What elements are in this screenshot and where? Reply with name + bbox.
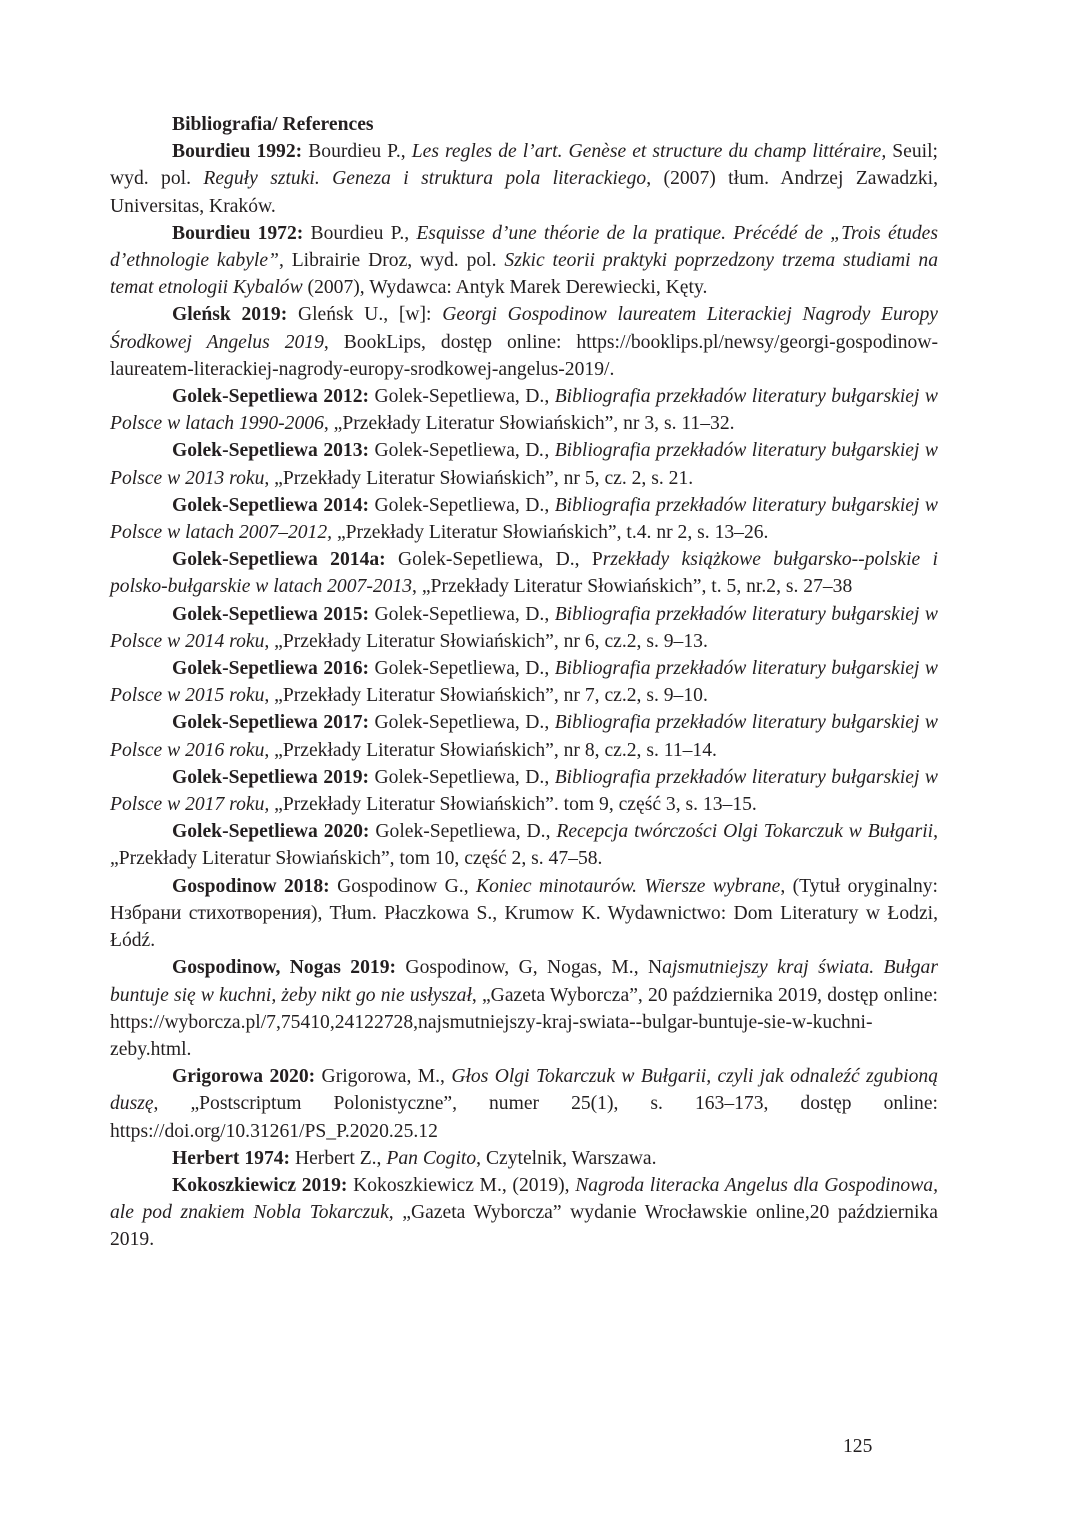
- entry-key: Golek-Sepetliewa 2015:: [172, 603, 370, 625]
- entry-title: Bibliografia przekładów literatury bułgarskiej w Polsce w 2014 roku: [110, 603, 938, 652]
- bibliography-entry: [110, 1172, 938, 1254]
- entry-key: Bourdieu 1972:: [172, 222, 304, 244]
- entry-text: , „Przekłady Literatur Słowiańskich”, nr 8, cz.2, s. 11–14.: [264, 739, 717, 761]
- entry-text: Golek-Sepetliewa, D., P: [385, 549, 603, 571]
- entry-key: Grigorowa 2020:: [172, 1066, 316, 1088]
- entry-text: Gleńsk U., [w]:: [287, 304, 443, 326]
- bibliography-entry: [110, 546, 938, 600]
- entry-key: Golek-Sepetliewa 2012:: [172, 386, 370, 408]
- entry-text: Golek-Sepetliewa, D.,: [369, 603, 555, 625]
- entry-text: Bourdieu P.,: [302, 141, 412, 163]
- entry-text: (2007), Wydawca: Antyk Marek Derewiecki, Kęty.: [302, 277, 708, 299]
- entry-key: Gospodinow 2018:: [172, 875, 330, 897]
- entry-text: „Przekłady Literatur Słowiańskich”, t.4. nr 2, s. 13–26.: [332, 522, 769, 544]
- entry-text: Grigorowa, M.,: [315, 1066, 452, 1088]
- entry-key: Herbert 1974:: [172, 1147, 291, 1169]
- bibliography-entry: [110, 301, 938, 383]
- entry-title: Esquisse d’une théorie de la pratique. Précédé de „Trois études d’ethnologie kabyle”: [110, 222, 939, 272]
- bibliography-entry: [110, 1145, 938, 1172]
- bibliography-entry: [110, 954, 938, 1063]
- entry-title: ., Bibliografia przekładów literatury bułgarskiej w Polsce w 2013 roku: [110, 440, 938, 489]
- entry-title: Bibliografia przekładów literatury bułgarskiej w Polsce w latach 1990-2006: [110, 386, 938, 435]
- entry-text: , „Przekłady Literatur Słowiańskich”, tom 10, część 2, s. 47–58.: [110, 821, 938, 870]
- entry-key: Golek-Sepetliewa 2014a:: [172, 549, 386, 571]
- bibliography-heading: Bibliografia/ References: [172, 114, 374, 135]
- entry-title: rzekłady książkowe bułgarsko--polskie i polsko-bułgarskie w latach 2007-2013: [110, 549, 938, 598]
- entry-key: Golek-Sepetliewa 2013:: [172, 440, 370, 462]
- entry-text: Kokoszkiewicz M., (2019),: [347, 1174, 576, 1196]
- bibliography-entry: [110, 601, 938, 655]
- entry-title: Recepcja twórczości Olgi Tokarczuk w Bułgarii: [556, 821, 934, 843]
- bibliography-section: [110, 111, 938, 1254]
- bibliography-entry: [110, 655, 938, 709]
- entry-title: Les regles de l’art. Genèse et structure du champ littéraire,: [411, 141, 887, 163]
- entry-title: Szkic teorii praktyki poprzedzony trzema studiami na temat etnologii Kybalów: [110, 250, 939, 299]
- entry-text: , Czytelnik, Warszawa.: [476, 1147, 657, 1169]
- entry-key: Golek-Sepetliewa 2014:: [172, 494, 370, 516]
- entry-key: Golek-Sepetliewa 2016:: [172, 658, 370, 680]
- entry-text: Golek-Sepetliewa, D.,: [369, 494, 555, 516]
- bibliography-entry: [110, 220, 938, 302]
- entry-key: Kokoszkiewicz 2019:: [172, 1174, 348, 1196]
- entry-key: Golek-Sepetliewa 2017:: [172, 712, 370, 734]
- bibliography-entry: [110, 437, 938, 491]
- entry-title: Bibliografia przekładów literatury bułgarskiej w Polsce w latach 2007–2012,: [110, 494, 938, 544]
- bibliography-entry: [110, 138, 938, 220]
- entry-title: Reguły sztuki. Geneza i struktura pola literackiego: [203, 168, 647, 190]
- bibliography-entry: [110, 383, 938, 437]
- bibliography-entry: [110, 764, 938, 818]
- entry-text: , Librairie Droz, wyd. pol.: [278, 250, 505, 272]
- bibliography-entry: [110, 492, 938, 546]
- entry-text: , „Przekłady Literatur Słowiańskich”, t. 5, nr.2, s. 27–38: [412, 576, 853, 598]
- entry-title: Bibliografia przekładów literatury bułgarskiej w Polsce w 2017 roku,: [110, 766, 938, 816]
- entry-text: Gospodinow G.,: [329, 875, 477, 897]
- entry-text: Herbert Z.,: [290, 1147, 387, 1169]
- bibliography-entry: [110, 1063, 938, 1145]
- entry-title: Bibliografia przekładów literatury bułgarskiej w Polsce w 2015 roku: [110, 658, 938, 707]
- entry-title: Pan Cogito: [386, 1147, 477, 1169]
- entry-text: Bourdieu P.,: [303, 222, 417, 244]
- entry-text: , „Postscriptum Polonistyczne”, numer 25(1), s. 163–173, dostęp online: https://doi.org/10.31261/PS_P.2020.25.12: [110, 1093, 938, 1142]
- entry-title: Georgi Gospodinow laureatem Literackiej Nagrody Europy Środkowej Angelus 2019: [110, 304, 938, 353]
- entry-title: Nagroda literacka Angelus dla Gospodinowa, ale pod znakiem Nobla Tokarczuk,: [110, 1174, 938, 1224]
- entry-title: Bibliografia przekładów literatury bułgarskiej w Polsce w 2016 roku: [110, 712, 938, 761]
- entry-text: , BookLips, dostęp online: https://booklips.pl/newsy/georgi-gospodinow-laureatem-literackiej-nagrody-europy-srodkowej-angelus-2019/.: [110, 331, 938, 380]
- page-number: 125: [843, 1436, 873, 1457]
- entry-title: Koniec minotaurów. Wiersze wybrane: [476, 875, 781, 897]
- entry-key: Golek-Sepetliewa 2019:: [172, 766, 370, 788]
- bibliography-entry: [110, 818, 938, 872]
- entry-text: Gospodinow, G, Nogas, M., N: [396, 957, 663, 979]
- entry-text: , (Tytuł oryginalny: Нзбрани стихотворения), Tłum. Płaczkowa S., Krumow K. Wydawnictwo: Dom Literatury w Łodzi, Łódź.: [110, 875, 939, 952]
- entry-key: Gleńsk 2019:: [172, 304, 288, 326]
- entry-text: „Przekłady Literatur Słowiańskich”. tom 9, część 3, s. 13–15.: [269, 794, 757, 816]
- entry-key: Gospodinow, Nogas 2019:: [172, 957, 397, 979]
- bibliography-entry: [110, 709, 938, 763]
- entry-text: Golek-Sepetliewa, D.,: [369, 386, 555, 408]
- entry-text: Golek-Sepetliewa, D.,: [369, 766, 555, 788]
- entry-key: Golek-Sepetliewa 2020:: [172, 821, 370, 843]
- entry-title: ajsmutniejszy kraj świata. Bułgar buntuje się w kuchni, żeby nikt go nie usłyszał: [110, 957, 938, 1006]
- entry-text: Seuil; wyd. pol.: [110, 141, 938, 190]
- entry-text: „Gazeta Wyborcza” wydanie Wrocławskie online,20 października 2019.: [110, 1202, 938, 1251]
- bibliography-entry: [110, 873, 938, 955]
- entry-title: Głos Olgi Tokarczuk w Bułgarii, czyli jak odnaleźć zgubioną duszę: [110, 1066, 938, 1115]
- entry-text: , „Gazeta Wyborcza”, 20 października 2019, dostęp online: https://wyborcza.pl/7,75410,24122728,najsmutniejszy-kraj-swiata--bulgar-buntuje-sie-w-kuchni-zeby.html.: [110, 984, 938, 1060]
- entry-text: , „Przekłady Literatur Słowiańskich”, nr 6, cz.2, s. 9–13.: [264, 630, 708, 652]
- entry-text: , (2007) tłum. Andrzej Zawadzki, Universitas, Kraków.: [110, 168, 938, 217]
- entry-text: Golek-Sepetliewa, D.,: [369, 658, 555, 680]
- entry-text: , „Przekłady Literatur Słowiańskich”, nr 5, cz. 2, s. 21.: [264, 467, 694, 489]
- bibliography-list: [110, 138, 938, 1253]
- entry-text: , „Przekłady Literatur Słowiańskich”, nr 3, s. 11–32.: [323, 413, 735, 435]
- entry-text: Golek-Sepetliewa, D: [369, 440, 540, 462]
- entry-text: Golek-Sepetliewa, D.,: [369, 821, 557, 843]
- entry-text: , „Przekłady Literatur Słowiańskich”, nr 7, cz.2, s. 9–10.: [264, 685, 708, 707]
- entry-key: Bourdieu 1992:: [172, 141, 303, 163]
- entry-text: Golek-Sepetliewa, D.,: [369, 712, 555, 734]
